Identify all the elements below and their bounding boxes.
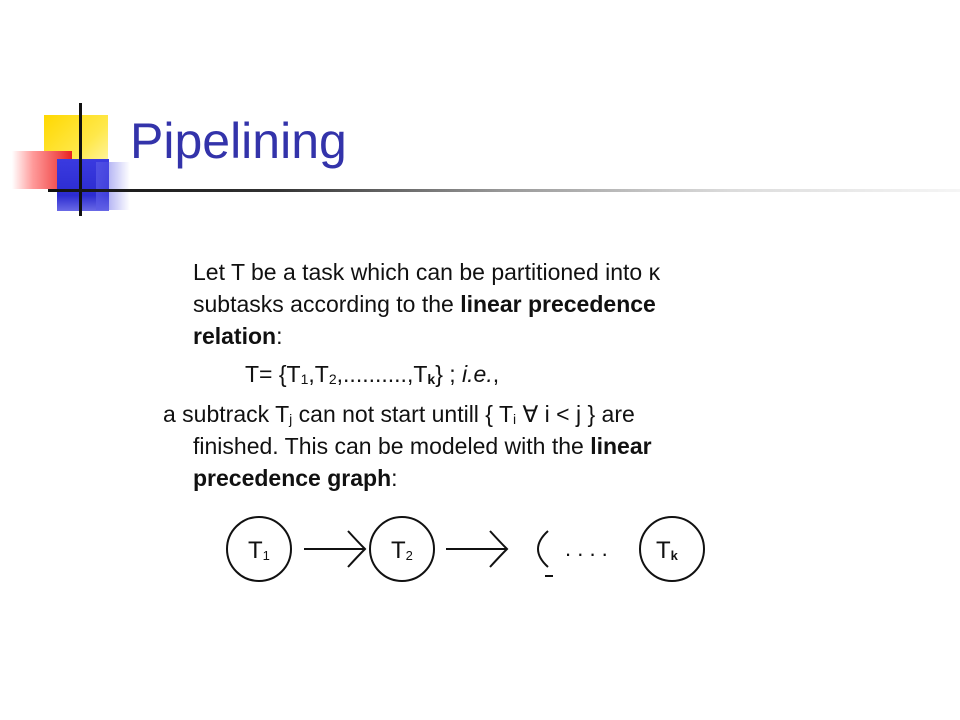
line6-bold: linear <box>590 433 652 459</box>
subscript-k: k <box>427 371 436 387</box>
line1-text: Let T be a task which can be partitioned into κ <box>193 259 661 285</box>
line4-end: , <box>492 361 500 387</box>
line5-part-a: a subtrack T <box>163 401 290 427</box>
subscript-j: j <box>289 411 293 427</box>
node-t1-label: T1 <box>248 537 270 564</box>
partial-node <box>538 531 548 567</box>
set-close: } ; <box>435 361 463 387</box>
node-t2-label: T2 <box>391 537 413 564</box>
slide-title: Pipelining <box>130 113 347 169</box>
line3-post: : <box>276 323 283 349</box>
ie-italic: i.e. <box>462 361 493 387</box>
line2-bold: linear precedence <box>460 291 656 317</box>
set-open: T= {T <box>245 361 301 387</box>
line7-bold: precedence graph <box>193 465 392 491</box>
arrow-1 <box>304 531 365 567</box>
graph-ellipsis: . . . . <box>565 536 608 561</box>
line6-text: finished. This can be modeled with the <box>193 433 591 459</box>
line5-part-c: ∀ i < j } are <box>516 401 635 427</box>
line3-bold: relation <box>193 323 277 349</box>
subscript-2: 2 <box>328 371 337 387</box>
subscript-i: i <box>513 411 517 427</box>
arrow-2 <box>446 531 507 567</box>
line7-post: : <box>391 465 398 491</box>
subscript-1: 1 <box>300 371 309 387</box>
line5-part-b: can not start untill { T <box>292 401 514 427</box>
line2-text: subtasks according to the <box>193 291 461 317</box>
set-dots: ,..........,T <box>336 361 428 387</box>
set-sep-1: ,T <box>308 361 329 387</box>
node-tk-label: Tk <box>656 537 678 564</box>
